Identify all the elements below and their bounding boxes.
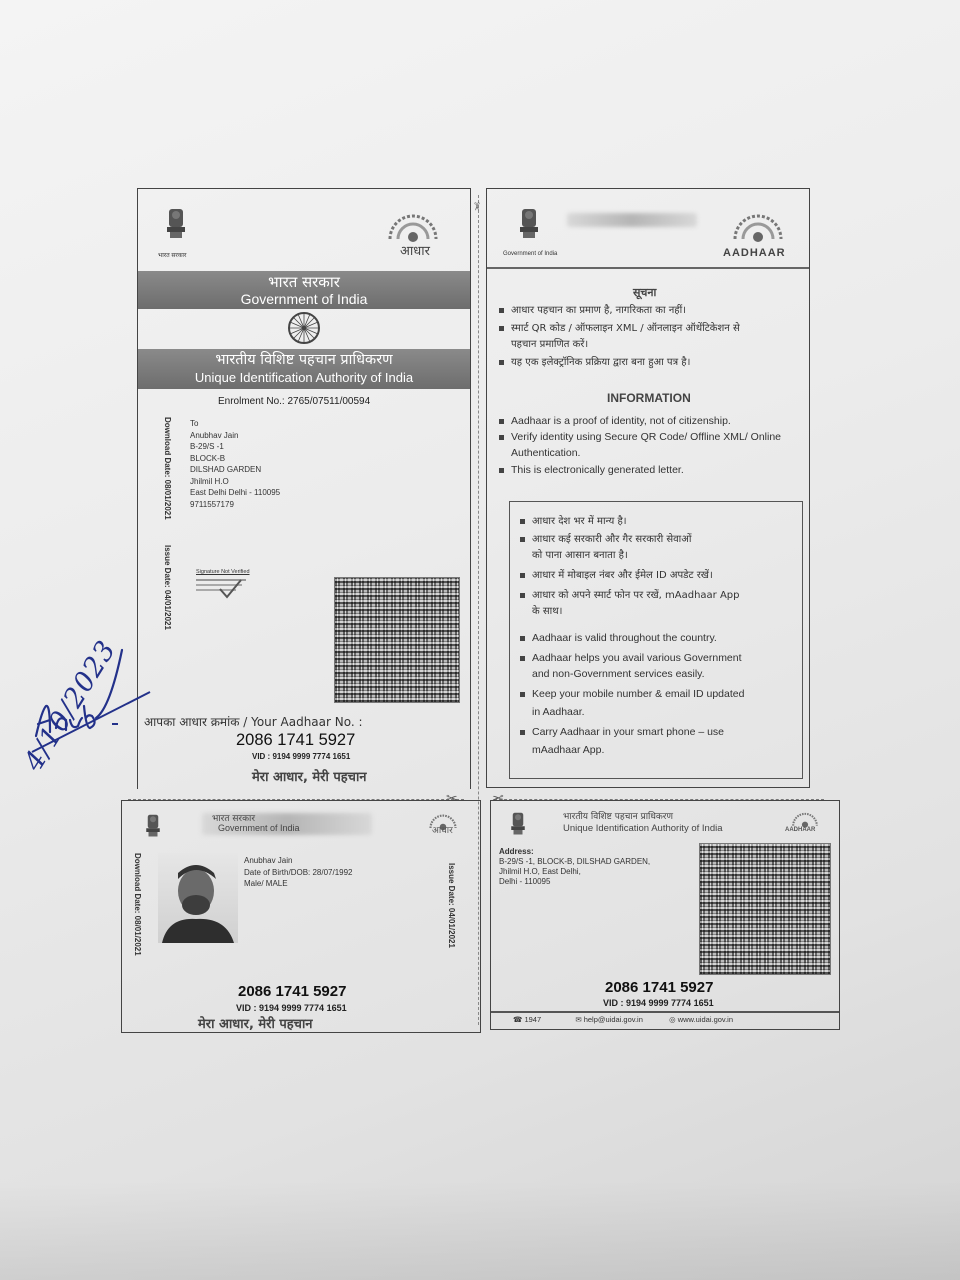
address-line3: DILSHAD GARDEN <box>190 465 262 474</box>
address-line2: BLOCK-B <box>190 453 226 463</box>
enrolment-number: Enrolment No.: 2765/07511/00594 <box>218 396 371 407</box>
address-phone: 9711557179 <box>190 499 234 509</box>
right-card-uidai-hindi: भारतीय विशिष्ट पहचान प्राधिकरण <box>563 812 673 822</box>
box-hindi-2-cont: को पाना आसान बनाता है। <box>532 550 628 561</box>
right-card-uidai-english: Unique Identification Authority of India <box>563 823 723 834</box>
box-english-3-cont: in Aadhaar. <box>532 706 585 718</box>
card-address-line-3: Delhi - 110095 <box>499 877 551 886</box>
right-emblem-caption: Government of India <box>503 251 558 257</box>
address-name: Anubhav Jain <box>190 430 239 440</box>
footer-email: help@uidai.gov.in <box>583 1015 643 1024</box>
info-point-2-cont: Authentication. <box>511 447 581 459</box>
card-download-date-vertical: Download Date: 08/01/2021 <box>133 853 142 956</box>
card-gov-hindi: भारत सरकार <box>212 814 256 824</box>
hindi-point-2: स्मार्ट QR कोड / ऑफलाइन XML / ऑनलाइन ऑथेंटिकेशन से <box>499 321 740 337</box>
right-card-vid-number: VID : 9194 9999 7774 1651 <box>603 998 714 1008</box>
right-emblem-icon <box>517 207 541 241</box>
right-aadhaar-logo-text: AADHAAR <box>723 247 786 259</box>
box-hindi-1: आधार देश भर में मान्य है। <box>520 514 627 530</box>
information-title: INFORMATION <box>607 391 691 405</box>
footer-phone: 1947 <box>524 1015 542 1024</box>
card-holder-gender: Male/ MALE <box>244 879 288 888</box>
government-band-hindi: भारत सरकार <box>268 273 340 291</box>
signature-check-icon <box>216 577 244 601</box>
card-holder-dob: Date of Birth/DOB: 28/07/1992 <box>244 867 353 877</box>
aadhaar-logo-icon <box>378 209 448 243</box>
aadhaar-number: 2086 1741 5927 <box>236 731 356 749</box>
card-aadhaar-logo-text: आधार <box>432 826 453 836</box>
right-card-aadhaar-logo-text: AADHAAR <box>785 827 816 833</box>
card-gov-english: Government of India <box>218 823 300 833</box>
government-band <box>138 271 470 309</box>
right-card-panel <box>490 800 840 1030</box>
address-line1: B-29/S -1 <box>190 442 224 451</box>
recipient-address <box>190 418 280 510</box>
info-point-1: Aadhaar is a proof of identity, not of citizenship. <box>499 413 731 429</box>
left-card-panel <box>121 800 481 1033</box>
hindi-point-2-cont: पहचान प्रमाणित करें। <box>511 339 589 350</box>
box-english-4-cont: mAadhaar App. <box>532 744 605 756</box>
card-address-block <box>499 847 650 887</box>
web-icon: ◎ <box>669 1015 676 1024</box>
card-address-label: Address: <box>499 847 534 856</box>
government-band-english: Government of India <box>240 291 368 307</box>
card-holder-name: Anubhav Jain <box>244 856 293 865</box>
right-card-aadhaar-logo-icon <box>787 809 823 829</box>
info-point-2: Verify identity using Secure QR Code/ Offline XML/ Online <box>499 429 781 445</box>
vertical-cut-line <box>478 195 479 1025</box>
card-qr-code <box>699 843 831 975</box>
card-holder-details <box>244 855 353 890</box>
qr-code <box>334 577 460 703</box>
right-aadhaar-logo-icon <box>723 209 793 243</box>
uidai-band-hindi: भारतीय विशिष्ट पहचान प्राधिकरण <box>215 352 393 368</box>
card-vid-number: VID : 9194 9999 7774 1651 <box>236 1003 347 1013</box>
holder-photo <box>158 853 238 943</box>
info-box <box>509 501 803 779</box>
national-emblem-icon <box>164 207 188 241</box>
uidai-band-english: Unique Identification Authority of India <box>194 370 414 385</box>
footer-web: www.uidai.gov.in <box>677 1015 734 1024</box>
uidai-band <box>138 349 470 389</box>
phone-icon: ☎ <box>513 1015 523 1024</box>
ashoka-chakra-icon <box>286 310 322 346</box>
emblem-caption: भारत सरकार <box>158 253 187 259</box>
vertical-scissors-icon: ✂ <box>470 201 483 212</box>
address-line5: East Delhi Delhi - 110095 <box>190 488 281 497</box>
footer-rule <box>491 1011 839 1013</box>
digital-signature-block <box>196 569 258 605</box>
right-card-aadhaar-number: 2086 1741 5927 <box>605 979 714 996</box>
header-rule <box>487 267 809 269</box>
card-address-line-2: Jhilmil H.O, East Delhi, <box>499 867 581 876</box>
scissors-icon: ✂ <box>446 790 458 806</box>
download-date-vertical: Download Date: 08/01/2021 <box>163 417 172 520</box>
info-point-3: This is electronically generated letter. <box>499 462 684 478</box>
card-issue-date-vertical: Issue Date: 04/01/2021 <box>447 863 456 948</box>
card-aadhaar-number: 2086 1741 5927 <box>238 983 347 1000</box>
paper-shadow <box>0 1180 960 1280</box>
hindi-point-3: यह एक इलेक्ट्रॉनिक प्रक्रिया द्वारा बना हुआ पत्र है। <box>499 355 690 371</box>
left-letter-panel <box>137 188 471 789</box>
box-english-2-cont: and non-Government services easily. <box>532 668 705 680</box>
handwritten-date: 4/10/2023 <box>18 634 123 777</box>
person-silhouette-icon <box>158 853 238 943</box>
aadhaar-logo-text: आधार <box>400 244 430 259</box>
address-line4: Jhilmil H.O <box>190 476 229 486</box>
box-hindi-2: आधार कई सरकारी और गैर सरकारी सेवाओं <box>520 532 691 548</box>
signature-status: Signature Not Verified <box>196 569 250 575</box>
vid-number: VID : 9194 9999 7774 1651 <box>252 752 351 761</box>
card-tagline: मेरा आधार, मेरी पहचान <box>198 1017 313 1032</box>
box-english-4: Carry Aadhaar in your smart phone – use <box>520 724 724 740</box>
hindi-point-1: आधार पहचान का प्रमाण है, नागरिकता का नहीं। <box>499 303 686 319</box>
right-scissors-icon: ✂ <box>492 790 504 806</box>
footer-contact <box>513 1015 733 1024</box>
address-to: To <box>190 419 199 428</box>
aadhaar-number-label: आपका आधार क्रमांक / Your Aadhaar No. : <box>144 715 363 729</box>
mail-icon: ✉ <box>575 1015 582 1024</box>
box-hindi-4: आधार को अपने स्मार्ट फोन पर रखें, mAadhaar App <box>520 588 740 604</box>
box-hindi-4-cont: के साथ। <box>532 606 563 617</box>
issue-date-vertical: Issue Date: 04/01/2021 <box>163 545 172 630</box>
box-hindi-3: आधार में मोबाइल नंबर और ईमेल ID अपडेट रखें। <box>520 568 713 584</box>
box-english-2: Aadhaar helps you avail various Government <box>520 650 742 666</box>
right-card-emblem-icon <box>509 811 527 837</box>
right-header-redaction <box>567 213 697 227</box>
card-address-line-1: B-29/S -1, BLOCK-B, DILSHAD GARDEN, <box>499 857 651 866</box>
box-english-1: Aadhaar is valid throughout the country. <box>520 630 717 646</box>
right-letter-panel <box>486 188 810 788</box>
tagline: मेरा आधार, मेरी पहचान <box>252 770 367 785</box>
box-english-3: Keep your mobile number & email ID updated <box>520 686 744 702</box>
suchna-title: सूचना <box>633 286 657 299</box>
